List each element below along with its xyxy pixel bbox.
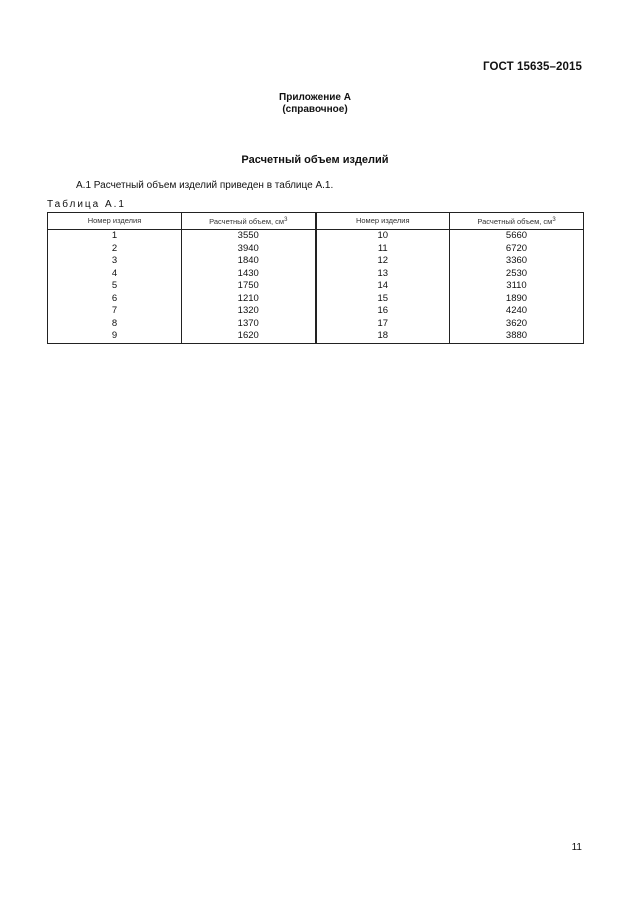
table-row <box>48 243 584 256</box>
annex-title: Приложение А <box>279 92 351 103</box>
cell-number: 18 <box>316 330 450 343</box>
standard-id: ГОСТ 15635–2015 <box>482 61 582 73</box>
cell-volume: 1320 <box>182 305 316 318</box>
cell-volume: 2530 <box>450 268 584 281</box>
cell-volume: 1430 <box>182 268 316 281</box>
cell-number: 15 <box>316 293 450 306</box>
cell-number: 11 <box>316 243 450 256</box>
header-number-right: Номер изделия <box>316 213 450 230</box>
cell-number: 5 <box>48 280 182 293</box>
annex-heading <box>0 92 630 116</box>
cell-volume: 3360 <box>450 255 584 268</box>
table-row <box>48 255 584 268</box>
cell-volume: 4240 <box>450 305 584 318</box>
unit-exponent: 3 <box>284 217 288 223</box>
cell-number: 8 <box>48 318 182 331</box>
table-header-row <box>48 213 584 230</box>
cell-volume: 1750 <box>182 280 316 293</box>
section-paragraph: А.1 Расчетный объем изделий приведен в таблице А.1. <box>76 180 334 191</box>
header-volume-right <box>450 213 584 230</box>
header-number-left: Номер изделия <box>48 213 182 230</box>
table-label: Таблица А.1 <box>47 199 126 210</box>
cell-volume: 3550 <box>182 230 316 243</box>
cell-volume: 3940 <box>182 243 316 256</box>
annex-subtitle: (справочное) <box>282 104 348 115</box>
cell-volume: 1890 <box>450 293 584 306</box>
cell-number: 17 <box>316 318 450 331</box>
table-row <box>48 330 584 343</box>
cell-volume: 3880 <box>450 330 584 343</box>
table-row <box>48 268 584 281</box>
cell-number: 14 <box>316 280 450 293</box>
cell-volume: 3110 <box>450 280 584 293</box>
table-row <box>48 280 584 293</box>
cell-volume: 5660 <box>450 230 584 243</box>
cell-number: 3 <box>48 255 182 268</box>
table-row <box>48 305 584 318</box>
cell-number: 12 <box>316 255 450 268</box>
cell-number: 13 <box>316 268 450 281</box>
cell-number: 10 <box>316 230 450 243</box>
cell-number: 6 <box>48 293 182 306</box>
cell-number: 7 <box>48 305 182 318</box>
header-volume-left-text: Расчетный объем, см <box>209 217 285 226</box>
cell-number: 2 <box>48 243 182 256</box>
table-row <box>48 230 584 243</box>
cell-number: 4 <box>48 268 182 281</box>
cell-number: 9 <box>48 330 182 343</box>
cell-volume: 3620 <box>450 318 584 331</box>
volume-table <box>47 212 584 344</box>
cell-volume: 1840 <box>182 255 316 268</box>
unit-exponent: 3 <box>552 217 556 223</box>
cell-volume: 1210 <box>182 293 316 306</box>
cell-number: 16 <box>316 305 450 318</box>
table-row <box>48 318 584 331</box>
cell-number: 1 <box>48 230 182 243</box>
header-volume-left <box>182 213 316 230</box>
volume-table-wrap <box>47 212 583 344</box>
table-row <box>48 293 584 306</box>
cell-volume: 6720 <box>450 243 584 256</box>
table-body <box>48 230 584 344</box>
header-volume-right-text: Расчетный объем, см <box>477 217 553 226</box>
page-number: 11 <box>571 842 582 853</box>
cell-volume: 1620 <box>182 330 316 343</box>
cell-volume: 1370 <box>182 318 316 331</box>
section-title: Расчетный объем изделий <box>241 154 389 166</box>
